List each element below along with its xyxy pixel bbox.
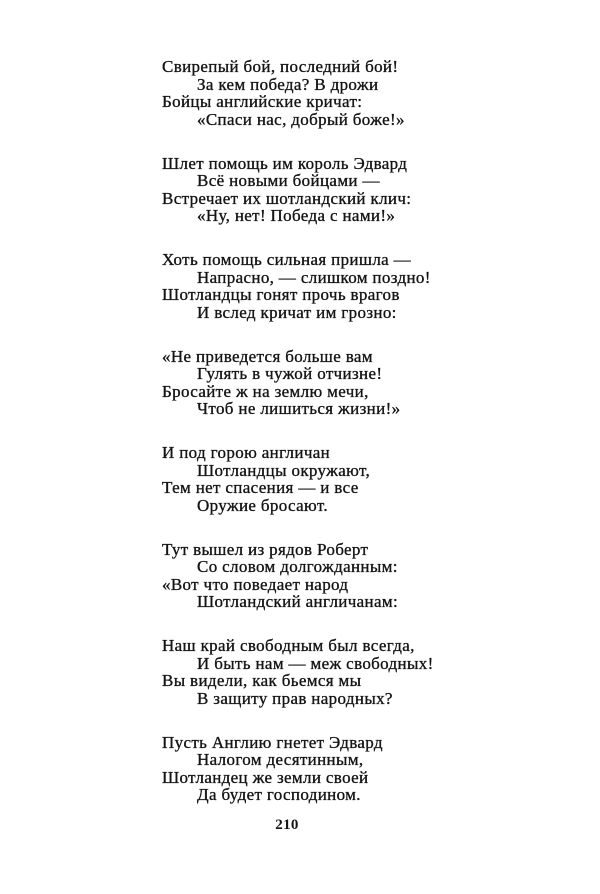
verse-line: Шотландцы окружают,	[197, 460, 371, 480]
verse-line: Налогом десятинным,	[197, 750, 364, 769]
stanza-1	[162, 58, 434, 128]
stanza-4	[162, 348, 434, 418]
verse-line: Оружие бросают.	[197, 495, 328, 515]
verse-line: В защиту прав народных?	[197, 688, 393, 708]
stanza-2	[162, 155, 434, 225]
verse-line: Шотландцы гонят прочь врагов	[162, 285, 400, 304]
verse-line: И вслед кричат им грозно:	[197, 302, 397, 322]
verse-line: Бросайте ж на землю мечи,	[162, 381, 369, 401]
verse-line: Пусть Англию гнетет Эдвард	[162, 732, 383, 752]
verse-line: И под горою англичан	[162, 443, 331, 462]
verse-line: «Вот что поведает народ	[162, 574, 349, 594]
verse-line: Чтоб не лишиться жизни!»	[197, 399, 401, 418]
page-number-text: 210	[275, 817, 299, 833]
verse-line: Вы видели, как бьемся мы	[162, 671, 362, 690]
verse-line: Гулять в чужой отчизне!	[197, 364, 383, 383]
verse-line: «Ну, нет! Победа с нами!»	[197, 206, 396, 225]
verse-line: «Не приведется больше вам	[162, 346, 373, 366]
stanza-7	[162, 637, 434, 707]
verse-line: Хоть помощь сильная пришла —	[162, 250, 411, 269]
verse-line: Да будет господином.	[197, 785, 361, 804]
verse-line: Всё новыми бойцами —	[197, 171, 380, 190]
verse-line: Наш край свободным был всегда,	[162, 636, 415, 655]
poem	[162, 58, 434, 830]
verse-line: Бойцы английские кричат:	[162, 92, 363, 111]
verse-line: Напрасно, — слишком поздно!	[197, 267, 431, 287]
verse-line: Шотландский англичанам:	[197, 592, 399, 611]
page-number	[0, 817, 574, 834]
verse-line: Со словом долгожданным:	[197, 557, 398, 576]
stanza-6	[162, 541, 434, 611]
verse-line: За кем победа? В дрожи	[197, 74, 379, 94]
verse-line: Шотландец же земли своей	[162, 767, 369, 787]
stanza-8	[162, 734, 434, 804]
verse-line: Свирепый бой, последний бой!	[162, 57, 399, 76]
verse-line: «Спаси нас, добрый боже!»	[197, 109, 405, 129]
verse-line: И быть нам — меж свободных!	[197, 653, 434, 673]
verse-line: Шлет помощь им король Эдвард	[162, 153, 408, 173]
verse-line: Встречает их шотландский клич:	[162, 188, 412, 208]
stanza-3	[162, 251, 434, 321]
verse-line: Тут вышел из рядов Роберт	[162, 539, 369, 559]
stanza-5	[162, 444, 434, 514]
verse-line: Тем нет спасения — и все	[162, 478, 359, 497]
